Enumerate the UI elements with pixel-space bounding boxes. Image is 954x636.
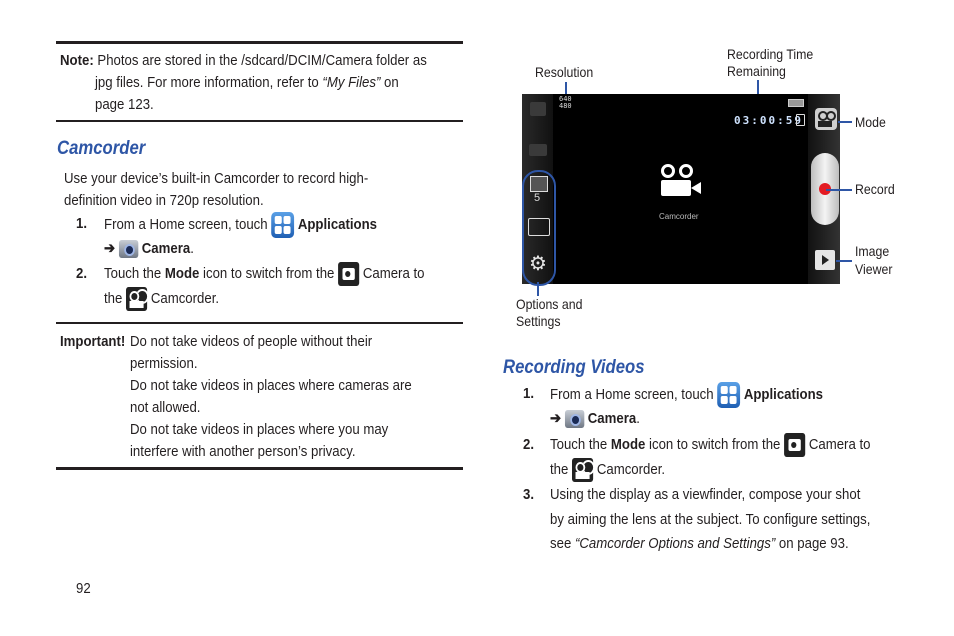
label-recording-time-1: Recording Time	[727, 46, 814, 62]
recording-time-remaining: 03:00:59	[734, 114, 803, 127]
center-camcorder-icon	[659, 164, 703, 200]
step-1-line-1: From a Home screen, touch Applications	[104, 212, 377, 238]
label-mode: Mode	[855, 114, 886, 130]
applications-icon	[717, 382, 740, 408]
camera-label: Camera	[587, 410, 637, 427]
note-block	[60, 50, 427, 72]
note-line-2: jpg files. For more information, refer to “My Files” on	[95, 74, 399, 91]
exposure-value: 5	[534, 192, 541, 204]
applications-label: Applications	[743, 385, 824, 403]
rec-step-2-line-1: Touch the Mode icon to switch from the Camera to	[550, 433, 870, 457]
gear-icon[interactable]: ⚙	[529, 253, 547, 275]
label-options-1: Options and	[516, 296, 583, 312]
note-line-1: Photos are stored in the /sdcard/DCIM/Camera folder as	[97, 52, 427, 69]
camcorder-intro-1: Use your device’s built-in Camcorder to record high-	[64, 170, 369, 187]
step-number: 1.	[76, 215, 88, 232]
camera-label: Camera	[141, 240, 191, 257]
leader-image-viewer	[836, 260, 852, 262]
resolution-setting-icon[interactable]	[528, 218, 550, 236]
label-options-2: Settings	[516, 313, 561, 329]
leader-mode	[838, 121, 852, 123]
important-line-2: permission.	[130, 355, 198, 372]
note-line-3: page 123.	[95, 96, 154, 113]
camcorder-mode-icon	[572, 458, 593, 482]
important-line-1: Do not take videos of people without their	[130, 333, 373, 350]
note-ref[interactable]: “My Files”	[322, 74, 381, 91]
label-image-2: Viewer	[855, 261, 893, 277]
shortcut-icon[interactable]	[529, 144, 547, 156]
step-2-line-2: the Camcorder.	[104, 287, 219, 311]
important-line-5: Do not take videos in places where you may	[130, 421, 389, 438]
resolution-indicator: 640 480	[559, 95, 572, 110]
note-bottom-rule	[56, 120, 463, 122]
rec-step-3-line-1: Using the display as a viewfinder, compose your shot	[550, 486, 861, 503]
options-settings-ref[interactable]: “Camcorder Options and Settings”	[574, 535, 776, 552]
recording-videos-heading: Recording Videos	[503, 357, 645, 378]
battery-icon	[788, 99, 804, 107]
camera-screen	[522, 94, 840, 284]
label-recording-time-2: Remaining	[727, 63, 786, 79]
quick-setting-icon[interactable]	[530, 102, 546, 116]
mode-switch-icon[interactable]	[815, 108, 837, 130]
step-number: 2.	[76, 265, 88, 282]
rec-step-1-line-2: ➔ Camera.	[550, 410, 640, 427]
leader-options	[537, 282, 539, 296]
play-icon	[822, 255, 829, 265]
step-2-line-1: Touch the Mode icon to switch from the Camera to	[104, 262, 424, 286]
arrow-icon: ➔	[550, 410, 562, 427]
applications-label: Applications	[297, 215, 378, 233]
step-number: 1.	[523, 385, 535, 402]
camera-app-icon	[565, 410, 584, 428]
important-bottom-rule	[56, 467, 463, 470]
note-label: Note:	[60, 52, 94, 69]
storage-icon	[796, 114, 805, 126]
mode-label: Mode	[164, 265, 200, 282]
arrow-icon: ➔	[104, 240, 116, 257]
important-line-4: not allowed.	[130, 399, 201, 416]
step-number: 2.	[523, 436, 535, 453]
page-number: 92	[76, 580, 91, 597]
exposure-icon[interactable]	[530, 176, 548, 192]
rec-step-3-line-3: see “Camcorder Options and Settings” on page 93.	[550, 535, 849, 552]
applications-icon	[271, 212, 294, 238]
center-camcorder-label: Camcorder	[659, 212, 699, 221]
camcorder-heading: Camcorder	[57, 138, 146, 159]
rec-step-3-line-2: by aiming the lens at the subject. To configure settings,	[550, 511, 871, 528]
image-viewer-button[interactable]	[815, 250, 835, 270]
camera-app-icon	[119, 240, 138, 258]
rec-step-2-line-2: the Camcorder.	[550, 458, 665, 482]
camera-mode-icon	[784, 433, 805, 457]
step-number: 3.	[523, 486, 535, 503]
important-top-rule	[56, 322, 463, 324]
note-top-rule	[56, 41, 463, 44]
camcorder-intro-2: definition video in 720p resolution.	[64, 192, 264, 209]
important-line-6: interfere with another person’s privacy.	[130, 443, 356, 460]
rec-step-1-line-1: From a Home screen, touch Applications	[550, 382, 823, 408]
step-1-line-2: ➔ Camera.	[104, 240, 194, 257]
label-record: Record	[855, 181, 895, 197]
label-image-1: Image	[855, 243, 890, 259]
mode-label: Mode	[610, 436, 646, 453]
camcorder-mode-icon	[126, 287, 147, 311]
important-line-3: Do not take videos in places where cameras are	[130, 377, 412, 394]
important-label: Important!	[60, 333, 126, 350]
camera-mode-icon	[338, 262, 359, 286]
label-resolution: Resolution	[535, 64, 594, 80]
leader-record	[826, 189, 852, 191]
